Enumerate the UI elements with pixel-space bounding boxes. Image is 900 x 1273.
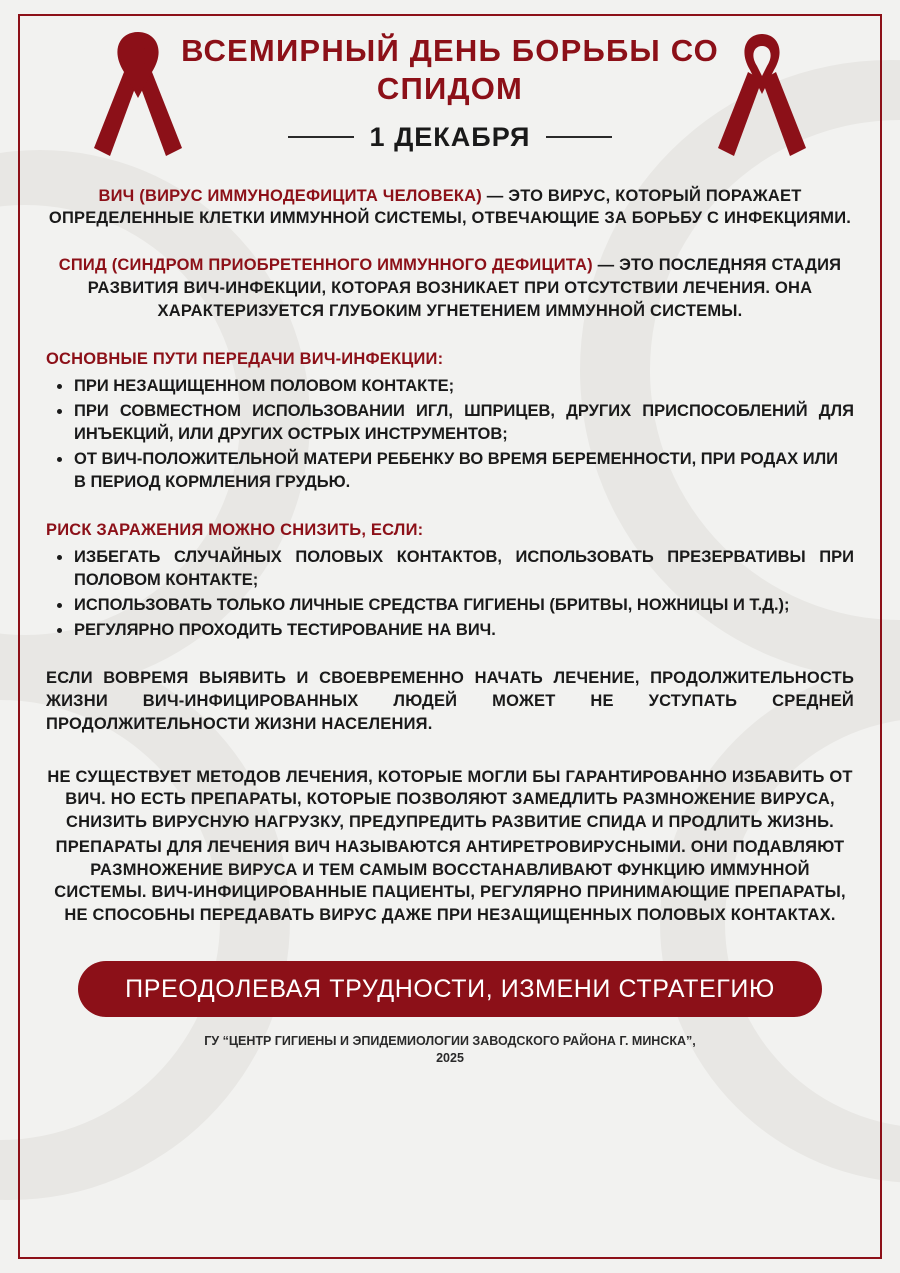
prevention-list [46, 546, 854, 641]
transmission-heading: ОСНОВНЫЕ ПУТИ ПЕРЕДАЧИ ВИЧ-ИНФЕКЦИИ: [46, 350, 444, 369]
life-expectancy-paragraph: ЕСЛИ ВОВРЕМЯ ВЫЯВИТЬ И СВОЕВРЕМЕННО НАЧАТЬ ЛЕЧЕНИЕ, ПРОДОЛЖИТЕЛЬНОСТЬ ЖИЗНИ ВИЧ-ИНФИЦИРОВАННЫХ ЛЮДЕЙ МОЖЕТ НЕ УСТУПАТЬ СРЕДНЕЙ ПРОДОЛЖИТЕЛЬНОСТИ ЖИЗНИ НАСЕЛЕНИЯ. [46, 669, 854, 733]
list-item: РЕГУЛЯРНО ПРОХОДИТЬ ТЕСТИРОВАНИЕ НА ВИЧ. [72, 619, 854, 642]
intro-paragraph [46, 185, 854, 231]
aids-lead: СПИД (СИНДРОМ ПРИОБРЕТЕННОГО ИММУННОГО ДЕФИЦИТА) [58, 256, 593, 275]
awareness-ribbon-icon [90, 28, 186, 160]
aids-paragraph [46, 254, 854, 322]
awareness-ribbon-icon [714, 28, 810, 160]
list-item: ИСПОЛЬЗОВАТЬ ТОЛЬКО ЛИЧНЫЕ СРЕДСТВА ГИГИЕНЫ (БРИТВЫ, НОЖНИЦЫ И Т.Д.); [72, 594, 854, 617]
divider-right [546, 136, 612, 138]
intro-rest: — ЭТО ВИРУС, КОТОРЫЙ ПОРАЖАЕТ ОПРЕДЕЛЕННЫЕ КЛЕТКИ ИММУННОЙ СИСТЕМЫ, ОТВЕЧАЮЩИЕ ЗА БОРЬБУ С ИНФЕКЦИЯМИ. [48, 186, 852, 228]
treatment-paragraph-2: ПРЕПАРАТЫ ДЛЯ ЛЕЧЕНИЯ ВИЧ НАЗЫВАЮТСЯ АНТИРЕТРОВИРУСНЫМИ. ОНИ ПОДАВЛЯЮТ РАЗМНОЖЕНИЕ ВИРУСА И ТЕМ САМЫМ ВОССТАНАВЛИВАЮТ ФУНКЦИЮ ИММУННОЙ СИСТЕМЫ. ВИЧ-ИНФИЦИРОВАННЫЕ ПАЦИЕНТЫ, РЕГУЛЯРНО ПРИНИМАЮЩИЕ ПРЕПАРАТЫ, НЕ СПОСОБНЫ ПЕРЕДАВАТЬ ВИРУС ДАЖЕ ПРИ НЕЗАЩИЩЕННЫХ ПОЛОВЫХ КОНТАКТАХ. [54, 837, 846, 925]
footer-credit: ГУ “ЦЕНТР ГИГИЕНЫ И ЭПИДЕМИОЛОГИИ ЗАВОДСКОГО РАЙОНА Г. МИНСКА”, 2025 [204, 1034, 696, 1065]
aids-rest: — ЭТО ПОСЛЕДНЯЯ СТАДИЯ РАЗВИТИЯ ВИЧ-ИНФЕКЦИИ, КОТОРАЯ ВОЗНИКАЕТ ПРИ ОТСУТСТВИИ ЛЕЧЕНИЯ. ОНА ХАРАКТЕРИЗУЕТСЯ ГЛУБОКИМ УГНЕТЕНИЕМ ИММУННОЙ СИСТЕМЫ. [87, 256, 842, 320]
list-item: ОТ ВИЧ-ПОЛОЖИТЕЛЬНОЙ МАТЕРИ РЕБЕНКУ ВО ВРЕМЯ БЕРЕМЕННОСТИ, ПРИ РОДАХ ИЛИ В ПЕРИОД КОРМЛЕНИЯ ГРУДЬЮ. [72, 448, 854, 494]
treatment-paragraph-1: НЕ СУЩЕСТВУЕТ МЕТОДОВ ЛЕЧЕНИЯ, КОТОРЫЕ МОГЛИ БЫ ГАРАНТИРОВАННО ИЗБАВИТЬ ОТ ВИЧ. НО ЕСТЬ ПРЕПАРАТЫ, КОТОРЫЕ ПОЗВОЛЯЮТ ЗАМЕДЛИТЬ РАЗМНОЖЕНИЕ ВИРУСА, СНИЗИТЬ ВИРУСНУЮ НАГРУЗКУ, ПРЕДУПРЕДИТЬ РАЗВИТИЕ СПИДА И ПРОДЛИТЬ ЖИЗНЬ. [47, 767, 853, 832]
page-title: ВСЕМИРНЫЙ ДЕНЬ БОРЬБЫ СО СПИДОМ [181, 33, 719, 106]
poster-header [46, 32, 854, 153]
transmission-list [46, 375, 854, 493]
date-text: 1 ДЕКАБРЯ [369, 121, 531, 152]
list-item: ПРИ СОВМЕСТНОМ ИСПОЛЬЗОВАНИИ ИГЛ, ШПРИЦЕВ, ДРУГИХ ПРИСПОСОБЛЕНИЙ ДЛЯ ИНЪЕКЦИЙ, ИЛИ ДРУГИХ ОСТРЫХ ИНСТРУМЕНТОВ; [72, 400, 854, 446]
divider-left [288, 136, 354, 138]
intro-lead: ВИЧ (ВИРУС ИММУНОДЕФИЦИТА ЧЕЛОВЕКА) [98, 186, 482, 205]
date-banner [146, 122, 754, 153]
list-item: ИЗБЕГАТЬ СЛУЧАЙНЫХ ПОЛОВЫХ КОНТАКТОВ, ИСПОЛЬЗОВАТЬ ПРЕЗЕРВАТИВЫ ПРИ ПОЛОВОМ КОНТАКТЕ; [72, 546, 854, 592]
slogan-banner: ПРЕОДОЛЕВАЯ ТРУДНОСТИ, ИЗМЕНИ СТРАТЕГИЮ [78, 961, 822, 1017]
list-item: ПРИ НЕЗАЩИЩЕННОМ ПОЛОВОМ КОНТАКТЕ; [72, 375, 854, 398]
prevention-heading: РИСК ЗАРАЖЕНИЯ МОЖНО СНИЗИТЬ, ЕСЛИ: [46, 521, 424, 540]
